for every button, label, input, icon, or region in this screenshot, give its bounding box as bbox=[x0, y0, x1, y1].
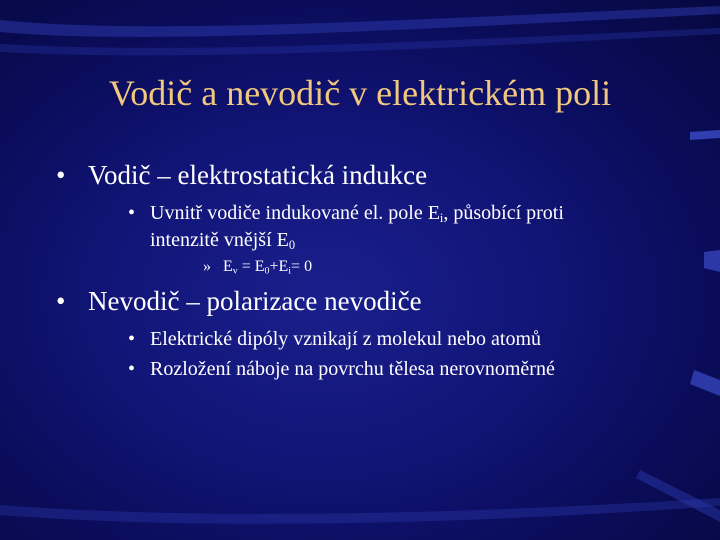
streak-bottom bbox=[0, 498, 720, 524]
bullet-text-a: Uvnitř vodiče indukované el. pole E bbox=[150, 202, 440, 224]
eq-part-d: = 0 bbox=[291, 258, 313, 275]
streak-right-2 bbox=[704, 250, 720, 272]
bullet-text: Rozložení náboje na povrchu tělesa nerovnoměrné bbox=[150, 358, 555, 380]
streak-right-4 bbox=[636, 470, 720, 522]
bullet-text: Elektrické dipóly vznikají z molekul nebo atomů bbox=[150, 328, 542, 350]
bullet-dipoly bbox=[128, 328, 541, 351]
eq-sub-i: i bbox=[288, 265, 292, 277]
bullet-nevodic bbox=[56, 286, 422, 317]
bullet-marker: • bbox=[128, 202, 136, 224]
subscript-0: 0 bbox=[288, 238, 296, 253]
bullet-text: Vodič – elektrostatická indukce bbox=[88, 160, 428, 190]
bullet-marker: • bbox=[128, 358, 136, 380]
bullet-text: Nevodič – polarizace nevodiče bbox=[88, 286, 422, 316]
streak-top bbox=[0, 6, 720, 37]
eq-part-b: = E bbox=[237, 258, 265, 275]
subscript-i: i bbox=[439, 211, 444, 226]
equation-line bbox=[203, 258, 312, 276]
bullet-text-b: , působící proti bbox=[443, 202, 564, 224]
streak-right-3 bbox=[690, 370, 720, 396]
streak-right-1 bbox=[690, 130, 720, 140]
bullet-rozlozeni bbox=[128, 358, 555, 381]
bullet-vodic bbox=[56, 160, 427, 191]
eq-sub-v: v bbox=[232, 265, 238, 277]
bullet-text-c: intenzitě vnější E bbox=[150, 229, 289, 251]
bullet-marker: • bbox=[128, 328, 136, 350]
bullet-marker: » bbox=[203, 258, 211, 275]
bullet-uvnitr bbox=[128, 202, 564, 225]
bullet-uvnitr-line2 bbox=[150, 229, 295, 252]
eq-sub-0: 0 bbox=[264, 265, 270, 277]
slide-title: Vodič a nevodič v elektrickém poli bbox=[108, 73, 612, 113]
bullet-marker: • bbox=[56, 160, 66, 190]
eq-part-a: E bbox=[223, 258, 233, 275]
eq-part-c: +E bbox=[269, 258, 289, 275]
bullet-marker: • bbox=[56, 286, 66, 316]
